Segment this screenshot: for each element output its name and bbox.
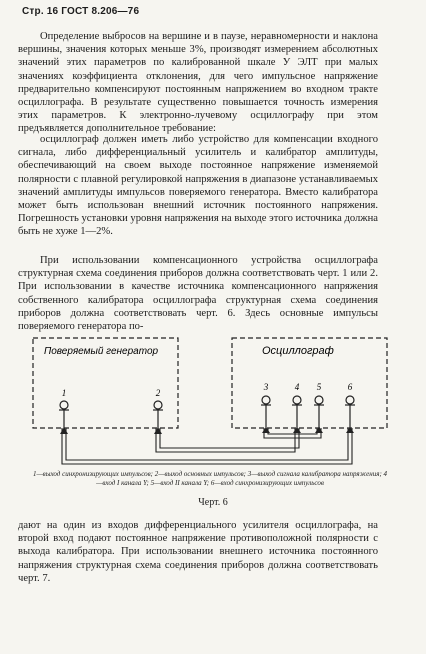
paragraph-continuation: дают на один из входов дифференциального усилителя осциллографа, на второй вход подают постоянное напряжение противоположной полярности с выхода калибратора. При использовании внешнего источника постоянного напряжения структурная схема соединения приборов должна соответствовать черт. 7. [18,520,378,584]
figure-caption: 1—выход синхронизирующих импульсов; 2—выход основных импульсов; 3—выход сигнала калибратора напряжения; 4—вход I канала Y; 5—вход II канала Y; 6—вход синхронизирующих импульсов [32,470,388,487]
paragraph-requirement: осциллограф должен иметь либо устройство для компенсации входного сигнала, либо дифференциальный усилитель и калибратор амплитуды, обеспечивающий на своем выходе постоянное напряжение изменяемой полярности с плавной регулировкой напряжения в диапазоне устанавливаемых значений амплитуды импульсов поверяемого генератора. Вместо калибратора может быть использован внешний источник постоянного напряжения. Погрешность установки уровня напряжения на выходе этого источника должна быть не хуже 1—2%. [18,134,378,238]
oscillograph-label: Осциллограф [262,345,334,357]
svg-text:2: 2 [155,388,161,398]
svg-text:4: 4 [294,382,300,392]
svg-text:6: 6 [347,382,353,392]
connection-diagram [0,330,426,470]
paragraph-compensation: При использовании компенсационного устройства осциллографа структурная схема соединения приборов должна соответствовать черт. 1 или 2. При использовании в качестве источника компенсационного напряжения собственного калибратора осциллографа структурная схема соединения приборов должна соответствовать черт. 6. Здесь основные импульсы поверяемого генератора по- [18,255,378,333]
svg-text:5: 5 [316,382,322,392]
cable-port1-to-port6 [62,428,352,464]
svg-text:3: 3 [263,382,269,392]
page-header: Стр. 16 ГОСТ 8.206—76 [22,6,140,17]
oscillograph-port-4 [292,382,302,428]
oscillograph-port-5 [314,382,324,428]
cable-port2-to-port4 [156,428,299,452]
oscillograph-port-3 [261,382,271,428]
generator-port-2 [153,388,163,428]
paragraph-intro: Определение выбросов на вершине и в паузе, неравномерности и наклона вершины, значения которых меньше 3%, производят измерением абсолютных значений этих параметров по калиброванной шкале У ЭЛТ при малых значениях коэффициента отклонения, для чего импульсное напряжение предварительно компенсируют постоянным напряжением во входном тракте осциллографа. В результате существенно повышается точность измерения этих параметров. К электронно-лучевому осциллографу при этом предъявляется дополнительное требование: [18,31,378,135]
oscillograph-port-6 [345,382,355,428]
figure-label: Черт. 6 [198,497,228,508]
cable-port3-to-port5 [264,428,321,438]
generator-label: Поверяемый генератор [44,346,159,357]
generator-port-1 [59,388,69,428]
svg-text:1: 1 [61,388,67,398]
